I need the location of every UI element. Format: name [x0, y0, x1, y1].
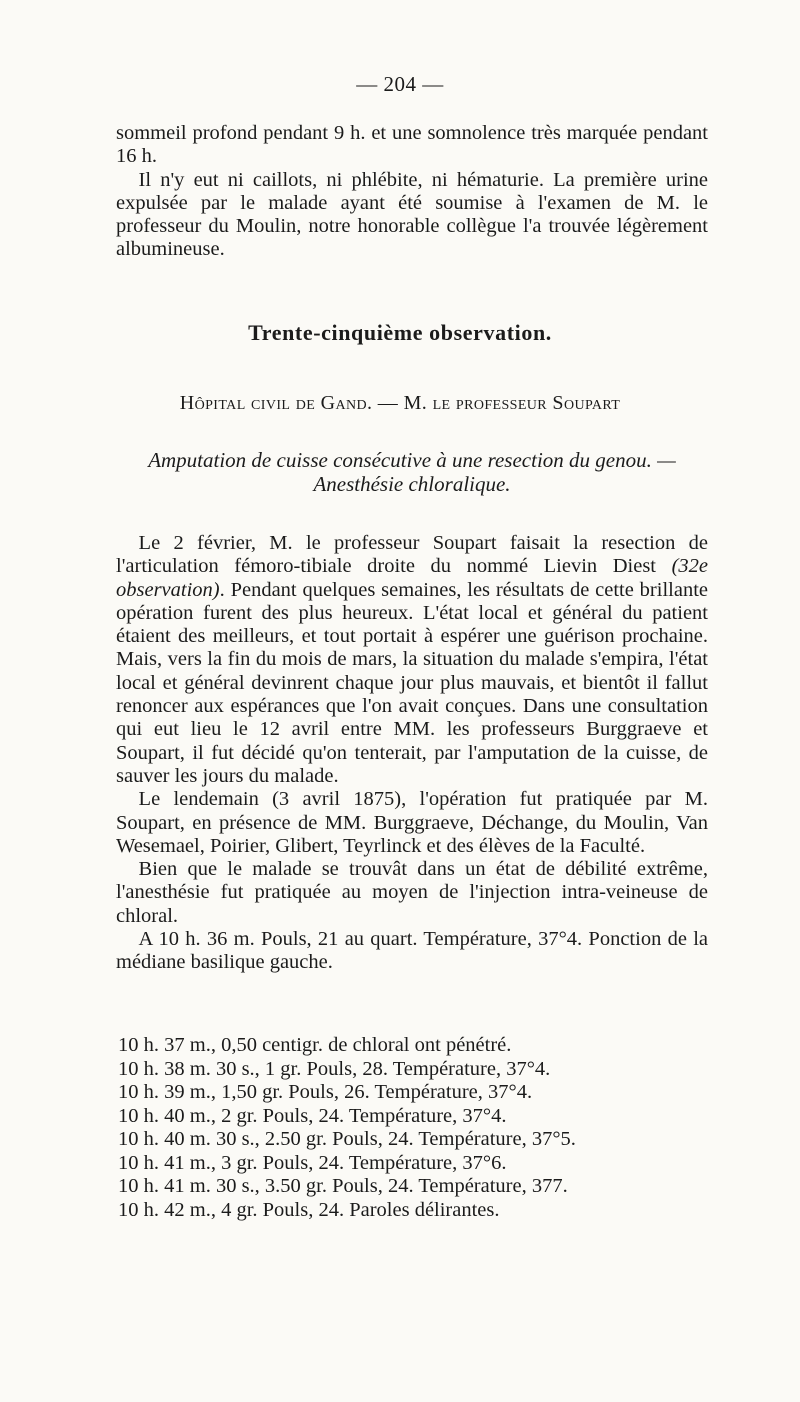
case-title — [112, 448, 712, 496]
time-entry: 10 h. 38 m. 30 s., 1 gr. Pouls, 28. Température, 37°4. — [118, 1057, 551, 1080]
case-title-line-1: Amputation de cuisse consécutive à une resection du genou. — — [148, 448, 676, 472]
main-text-block — [116, 532, 708, 975]
time-entry: 10 h. 39 m., 1,50 gr. Pouls, 26. Température, 37°4. — [118, 1081, 533, 1103]
paragraph-history-rest: . Pendant quelques semaines, les résultats de cette brillante opération furent des plus heureux. L'état local et général du patient étaient des meilleurs, et tout portait à espérer une guérison prochaine. Mais, vers la fin du mois de mars, la situation du malade s'empira, l'état local et général devinrent chaque jour plus mauvais, et bientôt il fallut renoncer aux espérances que l'on avait conçues. Dans une consultation qui eut lieu le 12 avril entre MM. les professeurs Burggraeve et Soupart, il fut décidé qu'on tenterait, par l'amputation de la cuisse, de sauver les jours du malade. — [116, 578, 708, 787]
top-text-block — [116, 122, 708, 262]
time-entry: 10 h. 42 m., 4 gr. Pouls, 24. Paroles délirantes. — [118, 1198, 500, 1221]
time-entry: 10 h. 40 m. 30 s., 2.50 gr. Pouls, 24. Température, 37°5. — [118, 1128, 576, 1150]
paragraph-history-start: Le 2 février, M. le professeur Soupart faisait la resection de l'articulation fémoro-tibiale droite du nommé Lievin Diest — [116, 532, 708, 578]
time-entry: 10 h. 40 m., 2 gr. Pouls, 24. Température, 37°4. — [118, 1104, 507, 1127]
time-entry: 10 h. 37 m., 0,50 centigr. de chloral ont pénétré. — [118, 1034, 512, 1056]
paragraph-operation: Le lendemain (3 avril 1875), l'opération fut pratiquée par M. Soupart, en présence de MM. Burggraeve, Déchange, du Moulin, Van Wesemael, Poirier, Glibert, Teyrlinck et des élèves de la Faculté. — [116, 788, 708, 857]
observation-reference: (32e observation) — [116, 555, 708, 601]
paragraph-history — [116, 532, 708, 788]
hospital-line: Hôpital civil de Gand. — M. le professeur Soupart — [179, 392, 621, 414]
observation-title: Trente-cinquième observation. — [248, 320, 552, 345]
paragraph-puncture: A 10 h. 36 m. Pouls, 21 au quart. Température, 37°4. Ponction de la médiane basilique gauche. — [116, 928, 708, 974]
case-title-line-2: Anesthésie chloralique. — [313, 472, 511, 496]
paragraph-continuation: sommeil profond pendant 9 h. et une somnolence très marquée pendant 16 h. — [116, 122, 708, 168]
time-entry: 10 h. 41 m., 3 gr. Pouls, 24. Température, 37°6. — [118, 1151, 507, 1174]
paragraph-anesthesia: Bien que le malade se trouvât dans un état de débilité extrême, l'anesthésie fut pratiquée au moyen de l'injection intra-veineuse de chloral. — [116, 858, 708, 927]
page-number: — 204 — — [356, 72, 444, 96]
time-entry: 10 h. 41 m. 30 s., 3.50 gr. Pouls, 24. Température, 377. — [118, 1175, 568, 1197]
paragraph-complications: Il n'y eut ni caillots, ni phlébite, ni hématurie. La première urine expulsée par le malade ayant été soumise à l'examen de M. le professeur du Moulin, notre honorable collègue l'a trouvée légèrement albumineuse. — [116, 168, 708, 261]
time-entries-list — [118, 1034, 718, 1222]
